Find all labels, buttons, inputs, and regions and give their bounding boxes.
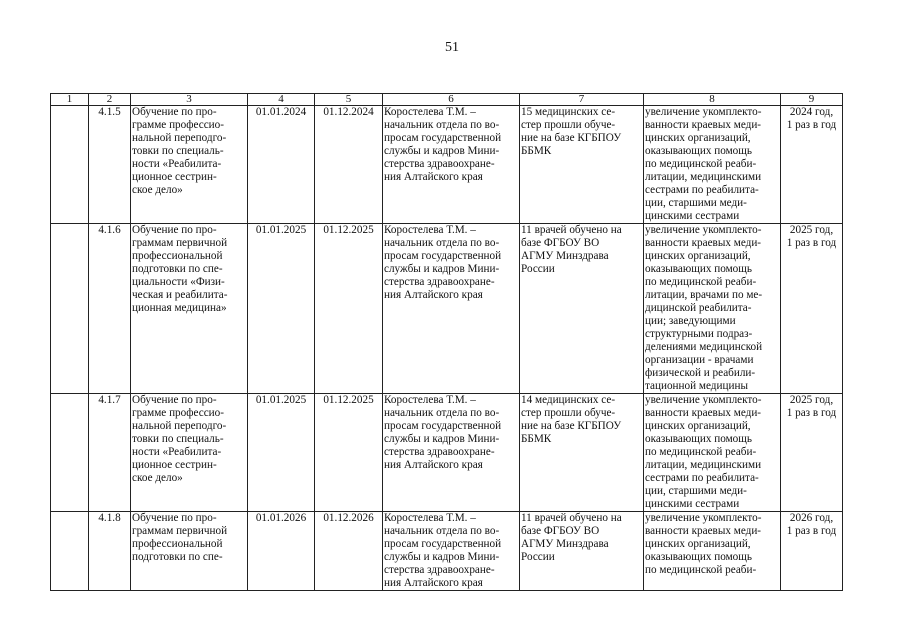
item-number: 4.1.7 [89, 394, 131, 512]
header-col-9: 9 [781, 94, 843, 106]
period-cell: 2025 год, 1 раз в год [781, 394, 843, 512]
activity-cell: Обучение по про- грамме профессио- нальной переподго- товки по специаль- ности «Реабилита- ционное сестрин- ское дело» [131, 106, 248, 224]
responsible-cell: Коростелева Т.М. – начальник отдела по во- просам государственной службы и кадров Мини- стерства здравоохране- ния Алтайского края [383, 106, 520, 224]
responsible-cell: Коростелева Т.М. – начальник отдела по во- просам государственной службы и кадров Мини- стерства здравоохране- ния Алтайского края [383, 394, 520, 512]
period-cell: 2025 год, 1 раз в год [781, 224, 843, 394]
end-date-cell: 01.12.2025 [315, 394, 383, 512]
effect-cell: увеличение укомплекто- ванности краевых меди- цинских организаций, оказывающих помощь по медицинской реаби- литации, врачами по ме- дицинской реабилита- ции; заведующими структурными подраз- делениями медицинской организации - врачами физической и реабили- тационной медицины [644, 224, 781, 394]
header-col-1: 1 [51, 94, 89, 106]
header-row [51, 94, 843, 106]
row-col1-cell [51, 512, 89, 591]
effect-cell: увеличение укомплекто- ванности краевых меди- цинских организаций, оказывающих помощь по медицинской реаби- литации, медицинскими сестрами по реабилита- ции, старшими меди- цинскими сестрами [644, 394, 781, 512]
start-date-cell: 01.01.2026 [248, 512, 315, 591]
activity-cell: Обучение по про- граммам первичной профессиональной подготовки по спе- циальности «Физи- ческая и реабилита- ционная медицина» [131, 224, 248, 394]
table-row [51, 394, 843, 512]
header-col-2: 2 [89, 94, 131, 106]
page-number: 51 [445, 40, 459, 55]
start-date-cell: 01.01.2025 [248, 224, 315, 394]
result-cell: 14 медицинских се- стер прошли обуче- ние на базе КГБПОУ ББМК [520, 394, 644, 512]
end-date-cell: 01.12.2024 [315, 106, 383, 224]
end-date-cell: 01.12.2025 [315, 224, 383, 394]
row-col1-cell [51, 224, 89, 394]
end-date-cell: 01.12.2026 [315, 512, 383, 591]
start-date-cell: 01.01.2024 [248, 106, 315, 224]
responsible-cell: Коростелева Т.М. – начальник отдела по во- просам государственной службы и кадров Мини- стерства здравоохране- ния Алтайского края [383, 224, 520, 394]
table-row [51, 224, 843, 394]
start-date-cell: 01.01.2025 [248, 394, 315, 512]
header-col-5: 5 [315, 94, 383, 106]
row-col1-cell [51, 394, 89, 512]
period-cell: 2024 год, 1 раз в год [781, 106, 843, 224]
activity-cell: Обучение по про- граммам первичной профессиональной подготовки по спе- [131, 512, 248, 591]
result-cell: 11 врачей обучено на базе ФГБОУ ВО АГМУ Минздрава России [520, 224, 644, 394]
item-number: 4.1.6 [89, 224, 131, 394]
period-cell: 2026 год, 1 раз в год [781, 512, 843, 591]
table-row [51, 106, 843, 224]
measures-table [50, 93, 843, 591]
header-col-3: 3 [131, 94, 248, 106]
header-col-4: 4 [248, 94, 315, 106]
header-col-6: 6 [383, 94, 520, 106]
result-cell: 11 врачей обучено на базе ФГБОУ ВО АГМУ Минздрава России [520, 512, 644, 591]
item-number: 4.1.8 [89, 512, 131, 591]
result-cell: 15 медицинских се- стер прошли обуче- ние на базе КГБПОУ ББМК [520, 106, 644, 224]
responsible-cell: Коростелева Т.М. – начальник отдела по во- просам государственной службы и кадров Мини- стерства здравоохране- ния Алтайского края [383, 512, 520, 591]
effect-cell: увеличение укомплекто- ванности краевых меди- цинских организаций, оказывающих помощь по медицинской реаби- литации, медицинскими сестрами по реабилита- ции, старшими меди- цинскими сестрами [644, 106, 781, 224]
item-number: 4.1.5 [89, 106, 131, 224]
header-col-7: 7 [520, 94, 644, 106]
activity-cell: Обучение по про- грамме профессио- нальной переподго- товки по специаль- ности «Реабилита- ционное сестрин- ское дело» [131, 394, 248, 512]
row-col1-cell [51, 106, 89, 224]
table-row [51, 512, 843, 591]
header-col-8: 8 [644, 94, 781, 106]
effect-cell: увеличение укомплекто- ванности краевых меди- цинских организаций, оказывающих помощь по медицинской реаби- [644, 512, 781, 591]
